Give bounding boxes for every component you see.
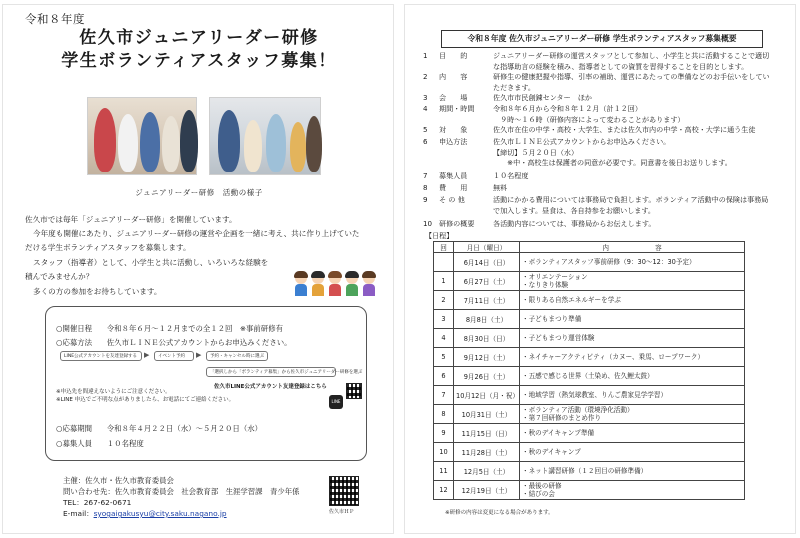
intro-line: スタッフ（指導者）として、小学生と共に活動し、いろいろな経験を [33, 258, 269, 267]
schedule-date: 12月19日（土） [454, 481, 520, 500]
child-figure-icon [361, 272, 377, 296]
photo-caption: ジュニアリーダー研修 活動の様子 [135, 188, 263, 197]
overview-item-label: 研修の概要 [439, 219, 475, 228]
note-1: ※申込先を間違えないようにご注意ください。 [56, 389, 171, 395]
schedule-content-line: ・地域学習（熱気球教室、りんご農家見学学習） [522, 391, 668, 399]
schedule-round [434, 253, 454, 272]
intro-line: だける学生ボランティアスタッフを募集します。 [25, 243, 191, 252]
overview-item-label: 期間・時間 [439, 104, 475, 113]
intro-line: 佐久市では毎年「ジュニアリーダー研修」を開催しています。 [25, 215, 237, 224]
schedule-date: 9月26日（土） [454, 367, 520, 386]
flow-step-3: 予約・キャンセル時に選ぶ [206, 351, 268, 361]
schedule-row [434, 386, 745, 405]
schedule-content-line: ・秋のデイキャンプ準備 [522, 429, 595, 437]
child-figure-icon [293, 272, 309, 296]
hp-label: 佐久市ＨＰ [329, 509, 355, 515]
overview-item-label: 申込方法 [439, 137, 468, 146]
schedule-round: 2 [434, 291, 454, 310]
header-content: 内 容 [520, 242, 745, 253]
overview-item-text: 佐久市市民創錬センター ほか [493, 93, 593, 102]
overview-item-number: 5 [423, 125, 428, 134]
schedule-content-line: ・第７回研修のまとめ作り [522, 414, 602, 422]
overview-item-text: 研修生の健康把握や指導、引率の補助、運営にあたっての準備などのお手伝いをしてい [493, 72, 770, 81]
line-friend-label: 佐久市LINE公式アカウント友達登録はこちら [214, 384, 327, 390]
header-date: 月日（曜日） [454, 242, 520, 253]
schedule-content [520, 253, 745, 272]
schedule-content-line: ・ボランティアスタッフ事前研修（9：30～12：30予定） [522, 258, 696, 266]
schedule-header-row [434, 242, 745, 253]
overview-item-text: 無料 [493, 183, 508, 192]
flyer-title-line2: 学生ボランティアスタッフ募集！ [61, 51, 337, 71]
overview-item-text: ただきます。 [493, 82, 535, 92]
overview-item-label: 会 場 [439, 93, 468, 102]
schedule-row [434, 329, 745, 348]
overview-item-label: そ の 他 [439, 195, 465, 204]
overview-item-label: 費 用 [439, 183, 468, 192]
recruit-count: ○募集人員 １０名程度 [56, 439, 144, 448]
overview-item-text: 令和８年６月から令和８年１２月（計１２回） [493, 104, 642, 113]
schedule-content [520, 272, 745, 291]
schedule-content-line: ・五感で感じる世界（土染め、佐久鯉太鼓） [522, 372, 654, 380]
schedule-content [520, 443, 745, 462]
overview-title: 令和８年度 佐久市ジュニアリーダー研修 学生ボランティアスタッフ募集概要 [441, 30, 763, 48]
note-2: ※LINE 申込でご不明な点がありましたら、お電話にてご連絡ください。 [56, 397, 235, 403]
schedule-date: 8月8日（土） [454, 310, 520, 329]
schedule-row [434, 443, 745, 462]
overview-item-label: 対 象 [439, 125, 468, 134]
overview-item-text: ９時～１６時（研修内容によって変わることがあります） [493, 114, 685, 124]
child-figure-icon [327, 272, 343, 296]
schedule-content-line: ・ネイチャーアクティビティ（カヌー、乗馬、ロープワーク） [522, 353, 705, 361]
flyer-title-line1: 佐久市ジュニアリーダー研修 [79, 28, 319, 48]
schedule-row [434, 291, 745, 310]
overview-item-number: 2 [423, 72, 428, 81]
overview-item-label: 募集人員 [439, 171, 468, 180]
schedule-row [434, 405, 745, 424]
overview-item-number: 10 [423, 219, 433, 228]
schedule-content-line: ・子どもまつり準備 [522, 315, 582, 323]
overview-item-number: 3 [423, 93, 428, 102]
overview-item-text: 【締切】５月２０日（水） [493, 147, 579, 157]
schedule-content [520, 481, 745, 500]
intro-line: 多くの方の参加をお待ちしています。 [33, 287, 162, 296]
footer-email-row [63, 508, 227, 519]
flow-step-2: イベント予約 [154, 351, 194, 361]
schedule-content [520, 462, 745, 481]
schedule-content [520, 405, 745, 424]
schedule-row [434, 481, 745, 500]
overview-item-text: ※中・高校生は保護者の同意が必要です。同意書を後日お送りします。 [493, 158, 732, 167]
overview-item-text: 佐久市ＬＩＮＥ公式アカウントからお申込みください。 [493, 137, 671, 146]
schedule-round: 11 [434, 462, 454, 481]
fiscal-year: 令和８年度 [25, 12, 85, 26]
overview-item-text: １０名程度 [493, 171, 529, 180]
schedule-content [520, 310, 745, 329]
flyer-page [2, 4, 394, 534]
schedule-note: ※研修の内容は変更になる場合があります。 [445, 510, 554, 516]
schedule-date: 10月31日（土） [454, 405, 520, 424]
activity-photo-1 [87, 97, 197, 175]
schedule-content [520, 367, 745, 386]
child-figure-icon [344, 272, 360, 296]
schedule-content-line: ・最後の研修 [522, 482, 562, 490]
flow-step-1: LINE公式アカウントを友達登録する [60, 351, 142, 361]
overview-item-number: 1 [423, 51, 428, 60]
schedule-round: 12 [434, 481, 454, 500]
schedule-content [520, 329, 745, 348]
schedule-round: 8 [434, 405, 454, 424]
schedule-content-line: ・限りある自然エネルギーを学ぶ [522, 296, 621, 304]
schedule-heading: 【日程】 [425, 231, 454, 240]
arrow-icon: ▶ [196, 351, 202, 359]
schedule-row [434, 424, 745, 443]
application-method: ○応募方法 佐久市ＬＩＮＥ公式アカウントからお申込みください。 [56, 338, 292, 347]
city-hp-qr-code[interactable] [329, 476, 359, 506]
line-qr-code[interactable] [346, 383, 362, 399]
overview-item-text: 活動にかかる費用については事務局で負担します。ボランティア活動中の保険は事務局 [493, 195, 769, 204]
schedule-round: 6 [434, 367, 454, 386]
schedule-date: 8月30日（日） [454, 329, 520, 348]
schedule-date: 9月12日（土） [454, 348, 520, 367]
footer-contact: 問い合わせ先：佐久市教育委員会 社会教育部 生涯学習課 青少年係 [63, 487, 300, 496]
overview-item-label: 目 的 [439, 51, 468, 60]
intro-line: 積んでみませんか？ [25, 272, 94, 281]
schedule-content-line: ・結びの会 [522, 490, 555, 498]
footer-host: 主催：佐久市・佐久市教育委員会 [63, 476, 174, 485]
schedule-round: 10 [434, 443, 454, 462]
schedule-round: 5 [434, 348, 454, 367]
overview-item-number: 9 [423, 195, 428, 204]
schedule-content-line: ・なりきり体験 [522, 281, 569, 289]
email-link[interactable]: syogaigakusyu@city.saku.nagano.jp [93, 509, 227, 518]
overview-item-number: 7 [423, 171, 428, 180]
overview-item-number: 4 [423, 104, 428, 113]
schedule-content [520, 386, 745, 405]
overview-item-text: 佐久市在住の中学・高校・大学生、または佐久市内の中学・高校・大学に通う生徒 [493, 125, 756, 134]
schedule-content [520, 291, 745, 310]
schedule-content-line: ・秋のデイキャンプ [522, 448, 581, 456]
schedule-date: 11月15日（日） [454, 424, 520, 443]
schedule-row [434, 367, 745, 386]
overview-item-number: 8 [423, 183, 428, 192]
schedule-round: 1 [434, 272, 454, 291]
schedule-content-line: ・ネット講習研修（１２回目の研修準備） [522, 467, 648, 475]
overview-item-text: 各活動内容については、事務局からお伝えします。 [493, 219, 656, 228]
schedule-content-line: ・ボランティア活動（環境浄化活動） [522, 406, 634, 414]
footer-tel: TEL：267-62-0671 [63, 498, 132, 507]
schedule-date: 11月28日（土） [454, 443, 520, 462]
email-prefix: E-mail： [63, 509, 94, 518]
schedule-content-line: ・子どもまつり運営体験 [522, 334, 595, 342]
overview-item-text: な指導助言の経験を積み、指導者としての資質を習得することを目的とします。 [493, 61, 749, 71]
overview-item-label: 内 容 [439, 72, 468, 81]
schedule-date: 10月12日（月・祝） [454, 386, 520, 405]
schedule-round: 3 [434, 310, 454, 329]
schedule-row [434, 253, 745, 272]
schedule-round: 7 [434, 386, 454, 405]
overview-item-text: ジュニアリーダー研修の運営スタッフとして参加し、小学生と共に活動することで適切 [493, 51, 770, 60]
event-dates: ○開催日程 令和８年６月～１２月までの全１２回 ※事前研修有 [56, 324, 283, 333]
schedule-content-line: ・オリエンテーション [522, 273, 588, 281]
application-period: ○応募期間 令和８年４月２２日（水）～５月２０日（水） [56, 424, 262, 433]
line-app-icon: LINE [329, 395, 343, 409]
application-box [45, 306, 367, 461]
flow-step-4: 「選択しから「ボランティア募集」から佐久市ジュニアリーダー研修を選ぶ [206, 367, 336, 377]
activity-photo-2 [209, 97, 321, 175]
intro-line: 今年度も開催にあたり、ジュニアリーダー研修の運営や企画を一緒に考え、共に作り上げていた [33, 229, 360, 238]
schedule-content [520, 348, 745, 367]
header-round: 回 [434, 242, 454, 253]
schedule-row [434, 462, 745, 481]
schedule-row [434, 348, 745, 367]
schedule-date: 6月27日（土） [454, 272, 520, 291]
schedule-round: 9 [434, 424, 454, 443]
overview-item-number: 6 [423, 137, 428, 146]
child-figure-icon [310, 272, 326, 296]
overview-item-text: で加入します。昼食は、各自持参をお願いします。 [493, 205, 656, 215]
schedule-table [433, 241, 745, 500]
schedule-content [520, 424, 745, 443]
schedule-date: 6月14日（日） [454, 253, 520, 272]
arrow-icon: ▶ [144, 351, 150, 359]
overview-page [404, 4, 796, 534]
schedule-round: 4 [434, 329, 454, 348]
schedule-row [434, 310, 745, 329]
schedule-date: 12月5日（土） [454, 462, 520, 481]
schedule-row [434, 272, 745, 291]
schedule-date: 7月11日（土） [454, 291, 520, 310]
children-illustration [293, 272, 383, 298]
